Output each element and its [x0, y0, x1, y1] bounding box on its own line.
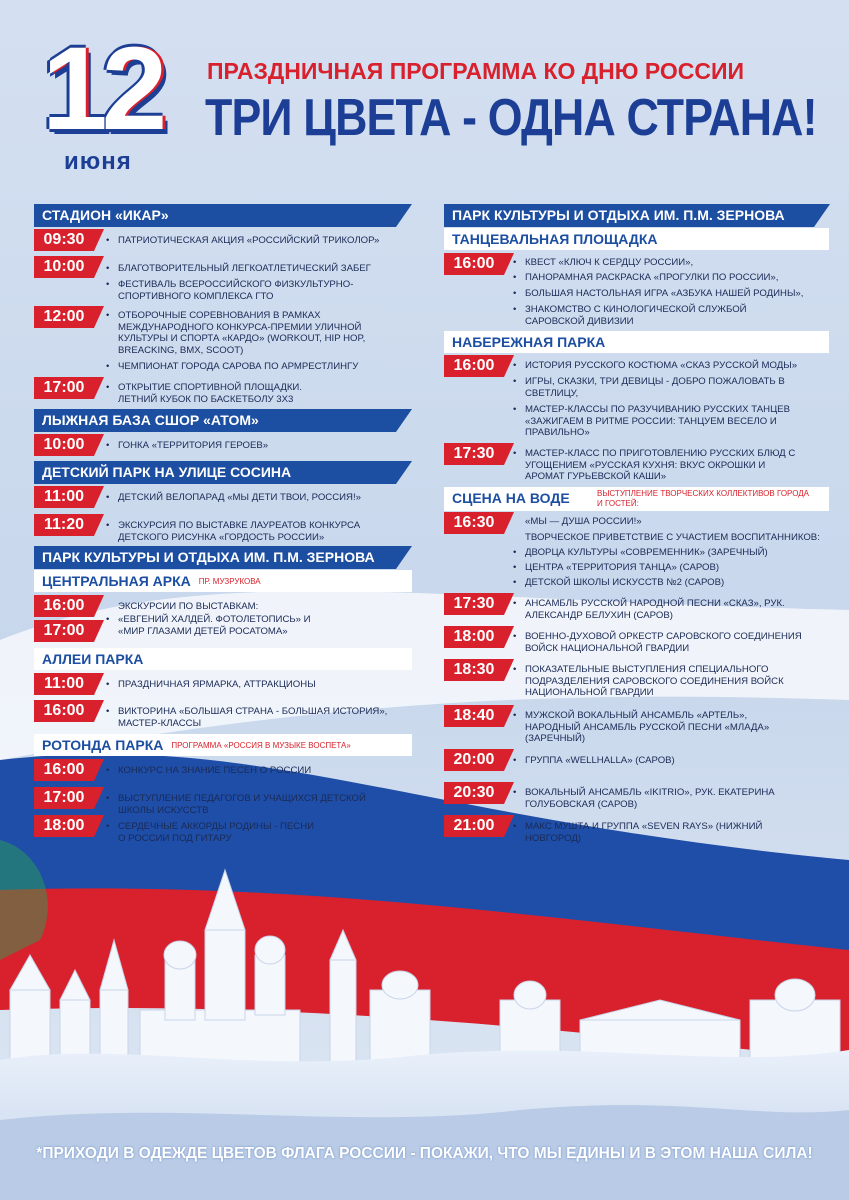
event-item: • ВОКАЛЬНЫЙ АНСАМБЛЬ «IKITRIO», РУК. ЕКАТЕРИНА ГОЛУБОВСКАЯ (САРОВ): [513, 787, 775, 810]
event-item: • МАКС МУШТА И ГРУППА «SEVEN RAYS» (НИЖНИЙ НОВГОРОД): [513, 821, 763, 844]
event-item: • СЕРДЕЧНЫЕ АККОРДЫ РОДИНЫ - ПЕСНИ О РОССИИ ПОД ГИТАРУ: [106, 821, 315, 844]
event-item: • ВЫСТУПЛЕНИЕ ПЕДАГОГОВ И УЧАЩИХСЯ ДЕТСКОЙ ШКОЛЫ ИСКУССТВ: [106, 793, 366, 816]
time-slot: 11:00: [34, 486, 94, 508]
event-item: • ДВОРЦА КУЛЬТУРЫ «СОВРЕМЕННИК» (ЗАРЕЧНЫЙ): [513, 547, 768, 558]
venue-kids-park: ДЕТСКИЙ ПАРК НА УЛИЦЕ СОСИНА: [34, 461, 396, 484]
event-item: • ОТБОРОЧНЫЕ СОРЕВНОВАНИЯ В РАМКАХ МЕЖДУНАРОДНОГО КОНКУРСА-ПРЕМИИ УЛИЧНОЙ КУЛЬТУРЫ И СПОРТА «КАРДО» (WORKOUT, HIP HOP, BREACKING, BMX, SCOOT): [106, 310, 366, 356]
event-item: ТВОРЧЕСКОЕ ПРИВЕТСТВИЕ С УЧАСТИЕМ ВОСПИТАННИКОВ:: [525, 532, 820, 543]
venue-ski-base: ЛЫЖНАЯ БАЗА СШОР «АТОМ»: [34, 409, 396, 432]
time-slot: 16:30: [444, 512, 504, 534]
time-slot: 20:30: [444, 782, 504, 804]
event-item: • ФЕСТИВАЛЬ ВСЕРОССИЙСКОГО ФИЗКУЛЬТУРНО-СПОРТИВНОГО КОМПЛЕКСА ГТО: [106, 279, 354, 302]
event-item: • КОНКУРС НА ЗНАНИЕ ПЕСЕН О РОССИИ: [106, 765, 312, 776]
date-day: 12: [42, 23, 162, 155]
poster-title: ТРИ ЦВЕТА - ОДНА СТРАНА!: [205, 89, 817, 147]
subvenue-dance-floor: ТАНЦЕВАЛЬНАЯ ПЛОЩАДКА: [444, 228, 829, 250]
time-slot: 17:30: [444, 593, 504, 615]
time-slot: 12:00: [34, 306, 94, 328]
date-month: июня: [64, 148, 132, 175]
event-item: • БЛАГОТВОРИТЕЛЬНЫЙ ЛЕГКОАТЛЕТИЧЕСКИЙ ЗАБЕГ: [106, 263, 371, 274]
event-item: • АНСАМБЛЬ РУССКОЙ НАРОДНОЙ ПЕСНИ «СКАЗ», РУК. АЛЕКСАНДР БЕЛУХИН (САРОВ): [513, 598, 785, 621]
event-item: • ДЕТСКИЙ ВЕЛОПАРАД «МЫ ДЕТИ ТВОИ, РОССИЯ!»: [106, 492, 361, 503]
time-slot: 20:00: [444, 749, 504, 771]
event-item: • ЗНАКОМСТВО С КИНОЛОГИЧЕСКОЙ СЛУЖБОЙ САРОВСКОЙ ДИВИЗИИ: [513, 304, 747, 327]
time-slot: 10:00: [34, 256, 94, 278]
event-item: «МЫ — ДУША РОССИИ!»: [525, 516, 642, 527]
time-slot: 18:30: [444, 659, 504, 681]
event-item: • ВОЕННО-ДУХОВОЙ ОРКЕСТР САРОВСКОГО СОЕДИНЕНИЯ ВОЙСК НАЦИОНАЛЬНОЙ ГВАРДИИ: [513, 631, 802, 654]
stage-note: ВЫСТУПЛЕНИЕ ТВОРЧЕСКИХ КОЛЛЕКТИВОВ ГОРОДА И ГОСТЕЙ:: [597, 489, 810, 508]
time-slot: 09:30: [34, 229, 94, 251]
time-slot: 17:00: [34, 787, 94, 809]
time-slot: 17:30: [444, 443, 504, 465]
event-item: • «ЕВГЕНИЙ ХАЛДЕЙ. ФОТОЛЕТОПИСЬ» И «МИР ГЛАЗАМИ ДЕТЕЙ РОСАТОМА»: [106, 614, 311, 637]
subvenue-water-stage: СЦЕНА НА ВОДЕ: [444, 487, 829, 511]
event-item: • ИСТОРИЯ РУССКОГО КОСТЮМА «СКАЗ РУССКОЙ МОДЫ»: [513, 360, 798, 371]
event-item: • ЭКСКУРСИЯ ПО ВЫСТАВКЕ ЛАУРЕАТОВ КОНКУРСА ДЕТСКОГО РИСУНКА «ГОРДОСТЬ РОССИИ»: [106, 520, 361, 543]
venue-stadium: СТАДИОН «ИКАР»: [34, 204, 396, 227]
time-slot: 18:00: [34, 815, 94, 837]
event-item: • ДЕТСКОЙ ШКОЛЫ ИСКУССТВ №2 (САРОВ): [513, 577, 725, 588]
time-slot: 17:00: [34, 620, 94, 642]
subvenue-central-arch: ЦЕНТРАЛЬНАЯ АРКА ПР. МУЗРУКОВА: [34, 570, 412, 592]
event-item: • ПАТРИОТИЧЕСКАЯ АКЦИЯ «РОССИЙСКИЙ ТРИКОЛОР»: [106, 235, 380, 246]
event-item: • ПОКАЗАТЕЛЬНЫЕ ВЫСТУПЛЕНИЯ СПЕЦИАЛЬНОГО ПОДРАЗДЕЛЕНИЯ САРОВСКОГО СОЕДИНЕНИЯ ВОЙСК НАЦИОНАЛЬНОЙ ГВАРДИИ: [513, 664, 784, 699]
event-item: • ВИКТОРИНА «БОЛЬШАЯ СТРАНА - БОЛЬШАЯ ИСТОРИЯ», МАСТЕР-КЛАССЫ: [106, 706, 388, 729]
event-item: • МАСТЕР-КЛАССЫ ПО РАЗУЧИВАНИЮ РУССКИХ ТАНЦЕВ «ЗАЖИГАЕМ В РИТМЕ РОССИИ: ТАНЦУЕМ ВЕСЕЛО И ПРАВИЛЬНО»: [513, 404, 790, 439]
time-slot: 21:00: [444, 815, 504, 837]
time-slot: 18:40: [444, 705, 504, 727]
subvenue-alleys: АЛЛЕИ ПАРКА: [34, 648, 412, 670]
time-slot: 16:00: [444, 355, 504, 377]
time-slot: 16:00: [34, 700, 94, 722]
event-item: • МАСТЕР-КЛАСС ПО ПРИГОТОВЛЕНИЮ РУССКИХ БЛЮД С УГОЩЕНИЕМ «РУССКАЯ КУХНЯ: ВКУС ОКРОШКИ И АРОМАТ ГУРЬЕВСКОЙ КАШИ»: [513, 448, 796, 483]
time-slot: 18:00: [444, 626, 504, 648]
event-item: • ИГРЫ, СКАЗКИ, ТРИ ДЕВИЦЫ - ДОБРО ПОЖАЛОВАТЬ В СВЕТЛИЦУ,: [513, 376, 785, 399]
time-slot: 11:20: [34, 514, 94, 536]
time-slot: 11:00: [34, 673, 94, 695]
event-item: • ПРАЗДНИЧНАЯ ЯРМАРКА, АТТРАКЦИОНЫ: [106, 679, 316, 690]
event-item: • ЧЕМПИОНАТ ГОРОДА САРОВА ПО АРМРЕСТЛИНГУ: [106, 361, 359, 372]
event-item: • ОТКРЫТИЕ СПОРТИВНОЙ ПЛОЩАДКИ. ЛЕТНИЙ КУБОК ПО БАСКЕТБОЛУ 3Х3: [106, 382, 302, 405]
poster-subtitle: ПРАЗДНИЧНАЯ ПРОГРАММА КО ДНЮ РОССИИ: [207, 58, 745, 84]
event-item: • БОЛЬШАЯ НАСТОЛЬНАЯ ИГРА «АЗБУКА НАШЕЙ РОДИНЫ»,: [513, 288, 804, 299]
footer-slogan: *ПРИХОДИ В ОДЕЖДЕ ЦВЕТОВ ФЛАГА РОССИИ - ПОКАЖИ, ЧТО МЫ ЕДИНЫ И В ЭТОМ НАША СИЛА!: [36, 1145, 813, 1162]
event-item: • ПАНОРАМНАЯ РАСКРАСКА «ПРОГУЛКИ ПО РОССИИ»,: [513, 272, 779, 283]
event-item: • МУЖСКОЙ ВОКАЛЬНЫЙ АНСАМБЛЬ «АРТЕЛЬ», НАРОДНЫЙ АНСАМБЛЬ РУССКОЙ ПЕСНИ «МЛАДА» (ЗАРЕЧНЫЙ): [513, 710, 770, 745]
event-item: • ГРУППА «WELLHALLA» (САРОВ): [513, 755, 675, 766]
event-item: • ГОНКА «ТЕРРИТОРИЯ ГЕРОЕВ»: [106, 440, 269, 451]
time-slot: 16:00: [444, 253, 504, 275]
time-slot: 17:00: [34, 377, 94, 399]
event-item: • КВЕСТ «КЛЮЧ К СЕРДЦУ РОССИИ»,: [513, 257, 694, 268]
event-item: • ЦЕНТРА «ТЕРРИТОРИЯ ТАНЦА» (САРОВ): [513, 562, 720, 573]
venue-park-left: ПАРК КУЛЬТУРЫ И ОТДЫХА ИМ. П.М. ЗЕРНОВА: [34, 546, 396, 569]
time-slot: 16:00: [34, 595, 94, 617]
time-slot: 10:00: [34, 434, 94, 456]
event-item: ЭКСКУРСИИ ПО ВЫСТАВКАМ:: [118, 601, 259, 612]
subvenue-rotunda: РОТОНДА ПАРКА ПРОГРАММА «РОССИЯ В МУЗЫКЕ ВОСПЕТА»: [34, 734, 412, 756]
subvenue-embankment: НАБЕРЕЖНАЯ ПАРКА: [444, 331, 829, 353]
time-slot: 16:00: [34, 759, 94, 781]
venue-park-right: ПАРК КУЛЬТУРЫ И ОТДЫХА ИМ. П.М. ЗЕРНОВА: [444, 204, 814, 227]
